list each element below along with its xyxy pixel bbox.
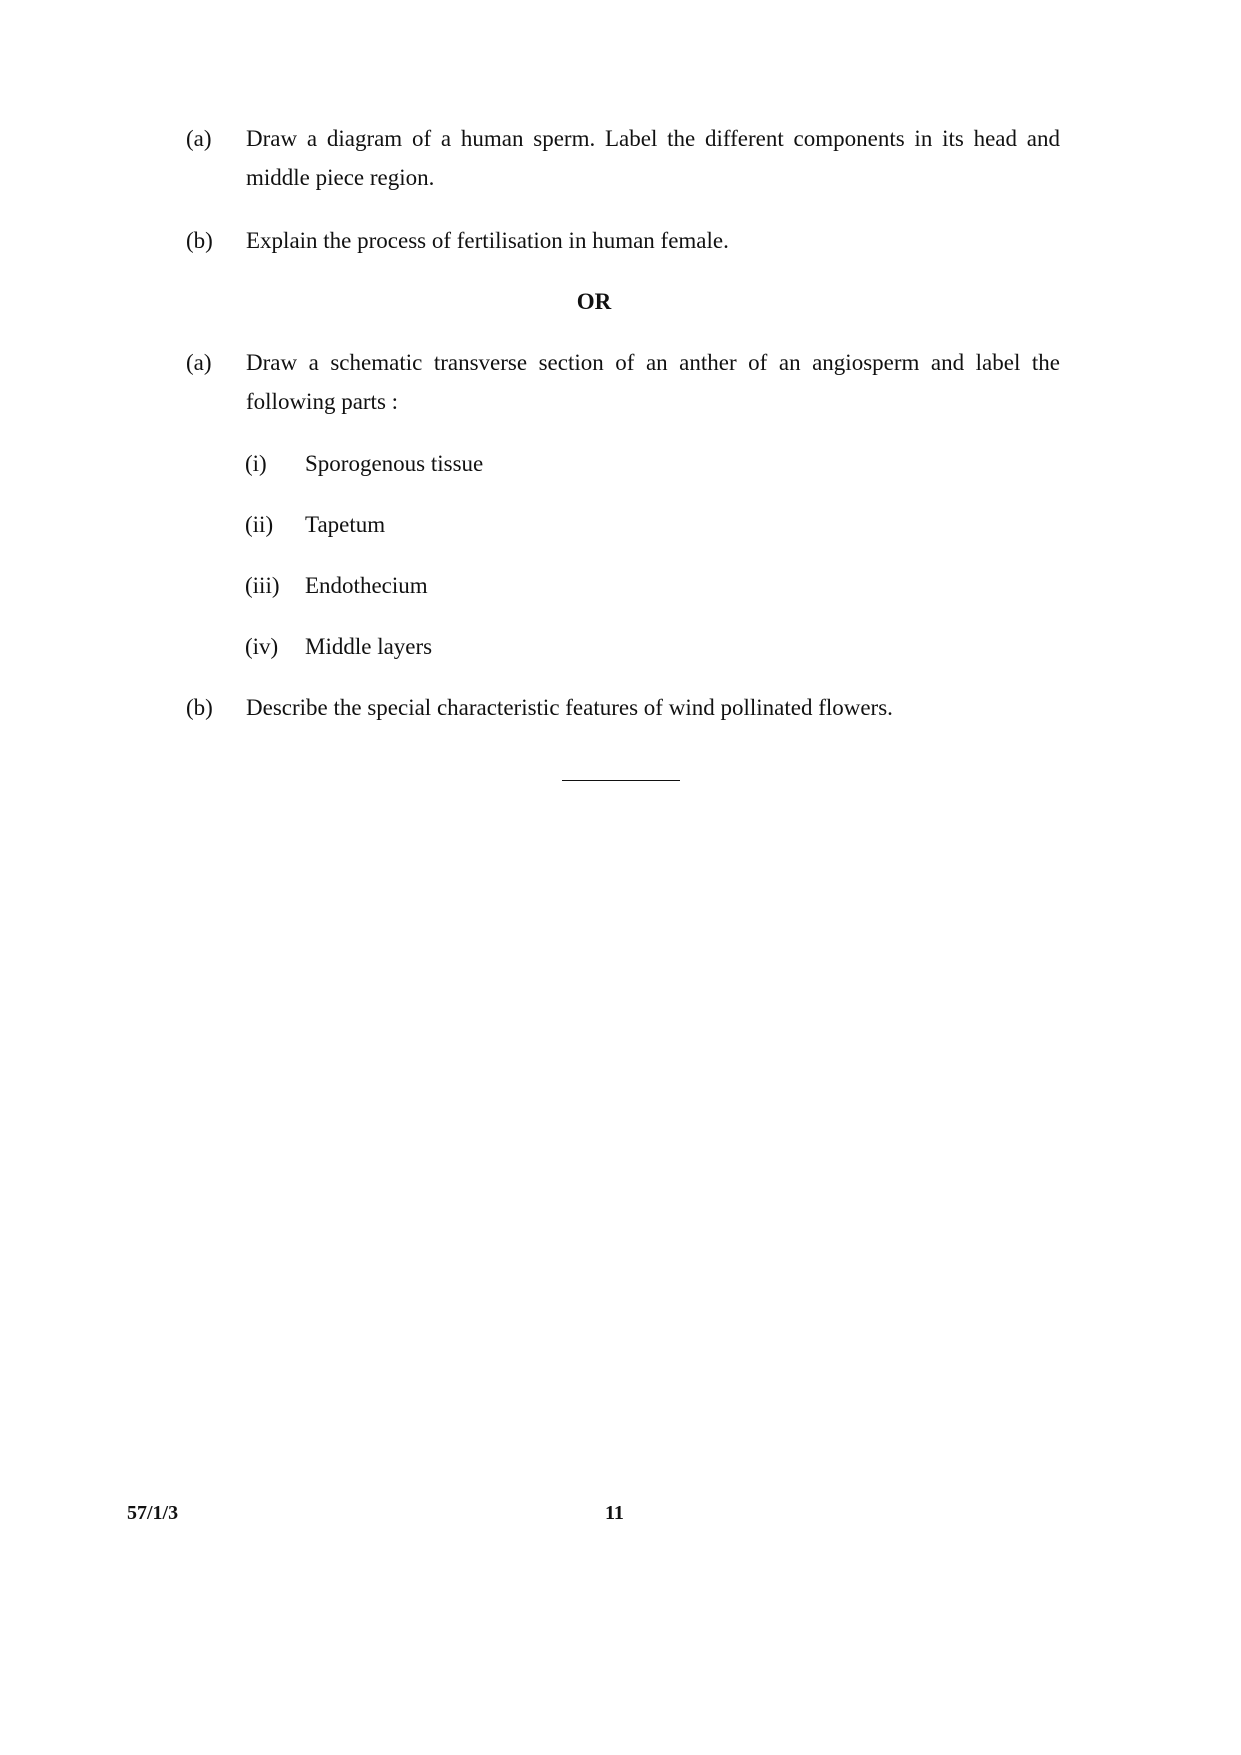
end-of-section-rule (562, 780, 680, 781)
question-2a-label: (a) (186, 350, 212, 375)
question-2b-text: Describe the special characteristic features of wind pollinated flowers. (246, 695, 893, 720)
page-number: 11 (605, 1502, 624, 1524)
question-1b-label: (b) (186, 228, 213, 253)
question-1b-text: Explain the process of fertilisation in human female. (246, 228, 729, 253)
sub-item-i (245, 444, 945, 483)
question-2a-text: Draw a schematic transverse section of an anther of an angiosperm and label the following parts : (246, 350, 1060, 414)
sub-item-iv-text: Middle layers (305, 634, 433, 659)
sub-item-iii-label: (iii) (245, 573, 280, 598)
sub-item-i-label: (i) (245, 451, 267, 476)
sub-item-ii-label: (ii) (245, 512, 274, 537)
sub-item-ii-text: Tapetum (305, 512, 386, 537)
sub-item-iii-text: Endothecium (305, 573, 428, 598)
question-1b (186, 221, 1060, 260)
paper-code: 57/1/3 (127, 1502, 179, 1524)
question-1a (186, 119, 1060, 197)
sub-item-iv-label: (iv) (245, 634, 279, 659)
question-2b (186, 688, 1060, 727)
sub-item-ii (245, 505, 945, 544)
sub-item-iii (245, 566, 945, 605)
question-1a-text: Draw a diagram of a human sperm. Label the different components in its head and middle piece region. (246, 126, 1060, 190)
or-heading: OR (576, 289, 612, 314)
question-1a-label: (a) (186, 126, 212, 151)
sub-item-i-text: Sporogenous tissue (305, 451, 484, 476)
question-2b-label: (b) (186, 695, 213, 720)
sub-item-iv (245, 627, 945, 666)
question-2a (186, 343, 1060, 421)
